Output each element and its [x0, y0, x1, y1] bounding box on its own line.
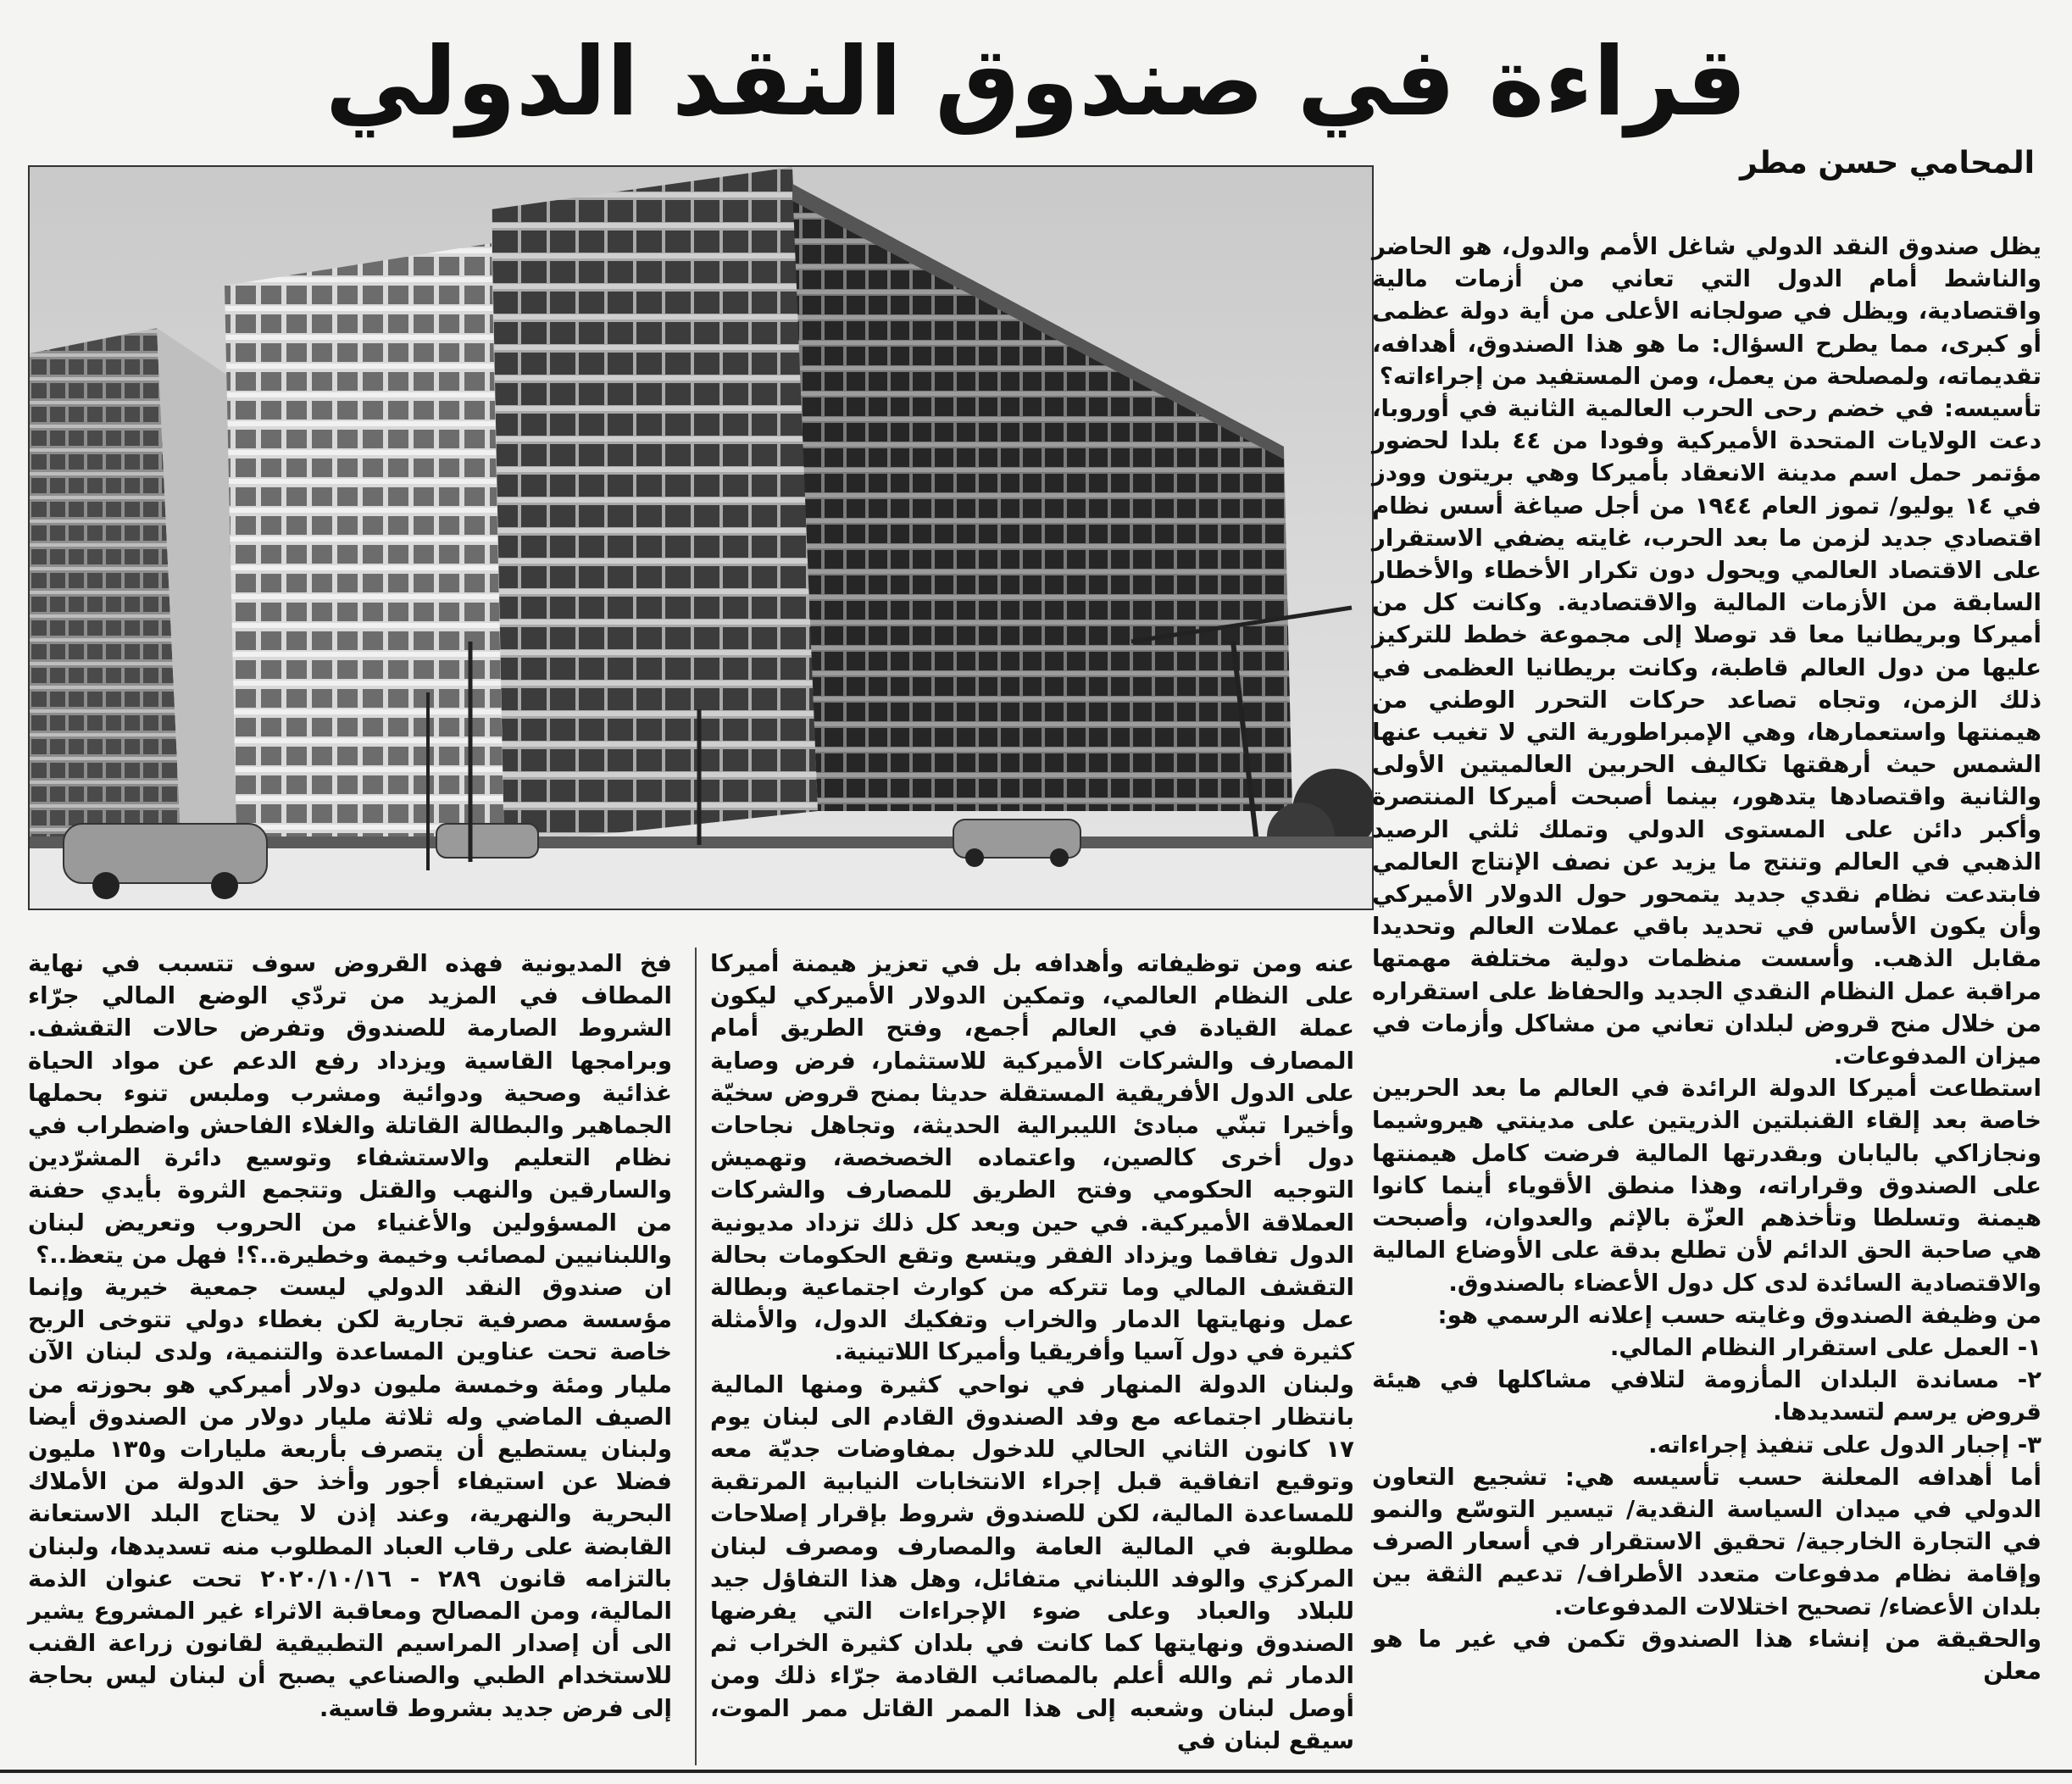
- paragraph: استطاعت أميركا الدولة الرائدة في العالم ما بعد الحربين خاصة بعد إلقاء القنبلتين الذريتين على مدينتي هيروشيما ونجازاكي باليابان وبقدرتها المالية فرضت كامل هيمنتها على الصندوق وقراراته، وهذا منطق الأقوياء أينما كانوا هيمنة وتسلطا وتأخذهم العزّة بالإثم والعدوان، وأصبحت هي صاحبة الحق الدائم لأن تطلع بدقة على الأوضاع المالية والاقتصادية السائدة لدى كل دول الأعضاء بالصندوق.: [1372, 1074, 2041, 1297]
- paragraph: والحقيقة من إنشاء هذا الصندوق تكمن في غير ما هو معلن: [1372, 1624, 2041, 1685]
- paragraph: يظل صندوق النقد الدولي شاغل الأمم والدول، هو الحاضر والناشط أمام الدول التي تعاني من أزمات مالية واقتصادية، ويظل في صولجانه الأعلى من أية دولة عظمى أو كبرى، مما يطرح السؤال: ما هو هذا الصندوق، أهدافه، تقديماته، ولمصلحة من يعمل، ومن المستفيد من إجراءاته؟: [1372, 232, 2041, 390]
- headline: قراءة في صندوق النقد الدولي: [325, 27, 1747, 137]
- list-item: ١- العمل على استقرار النظام المالي.: [1609, 1332, 2041, 1361]
- list-item: ٣- إجبار الدول على تنفيذ إجراءاته.: [1648, 1430, 2041, 1459]
- article-column-right: [1372, 231, 2041, 1687]
- paragraph: تأسيسه: في خضم رحى الحرب العالمية الثانية في أوروبا، دعت الولايات المتحدة الأميركية وفودا من ٤٤ بلدا لحضور مؤتمر حمل اسم مدينة الانعقاد بأميركا وهي بريتون وودز في ١٤ يوليو/ تموز العام ١٩٤٤ من أجل صياغة أسس نظام اقتصادي جديد لزمن ما بعد الحرب، غايته يضفي الاستقرار على الاقتصاد العالمي ويحول دون تكرار الأخطاء والأخطار السابقة من الأزمات المالية والاقتصادية. وكانت كل من أميركا وبريطانيا معا قد توصلا إلى مجموعة خطط للتركيز عليها من دول العالم قاطبة، وكانت بريطانيا العظمى في ذلك الزمن، وتجاه تصاعد حركات التحرر الوطني من هيمنتها واستعمارها، وهي الإمبراطورية التي لا تغيب عنها الشمس حيث أرهقتها تكاليف الحربين العالميتين الأولى والثانية واقتصادها يتدهور، بينما أصبحت أميركا المنتصرة وأكبر دائن على المستوى الدولي وتملك ثلثي الرصيد الذهبي في العالم وتنتج ما يزيد عن نصف الإنتاج العالمي فابتدعت نظام نقدي جديد يتمحور حول الدولار الأميركي وأن يكون الأساس في تحديد باقي عملات العالم وتحديدا مقابل الذهب. وأسست منظمات دولية مختلفة مهمتها مراقبة عمل النظام النقدي الجديد والحفاظ على استقراره من خلال منح قروض لبلدان تعاني من مشاكل وأزمات في ميزان المدفوعات.: [1372, 394, 2042, 1070]
- paragraph: عنه ومن توظيفاته وأهدافه بل في تعزيز هيمنة أميركا على النظام العالمي، وتمكين الدولار الأميركي ليكون عملة القيادة في العالم أجمع، وفتح الطريق أمام المصارف والشركات الأميركية للاستثمار، فرض وصاية على الدول الأفريقية المستقلة حديثا بمنح قروض سخيّة وأخيرا تبنّي مبادئ الليبرالية الحديثة، وتجاهل نجاحات دول أخرى كالصين، واعتماده الخصخصة، وتهميش التوجيه الحكومي وفتح الطريق للمصارف والشركات العملاقة الأميركية. في حين وبعد كل ذلك تزداد مديونية الدول تفاقما ويزداد الفقر ويتسع وتقع الحكومات بحالة التقشف المالي وما تتركه من كوارث اجتماعية وبطالة عمل ونهايتها الدمار والخراب وتفكيك الدول، والأمثلة كثيرة في دول آسيا وأفريقيا وأميركا اللاتينية.: [710, 949, 1354, 1366]
- bottom-rule: [0, 1770, 2072, 1773]
- article-column-left: [28, 948, 672, 1725]
- article-column-middle: [710, 948, 1354, 1757]
- paragraph: أما أهدافه المعلنة حسب تأسيسه هي: تشجيع التعاون الدولي في ميدان السياسة النقدية/ تيسير التوسّع والنمو في التجارة الخارجية/ تحقيق الاستقرار في أسعار الصرف وإقامة نظام مدفوعات متعدد الأطراف/ تدعيم الثقة بين بلدان الأعضاء/ تصحيح اختلالات المدفوعات.: [1372, 1462, 2041, 1620]
- paragraph: ان صندوق النقد الدولي ليست جمعية خيرية وإنما مؤسسة مصرفية تجارية لكن بغطاء دولي تتوخى الربح خاصة تحت عناوين المساعدة والتنمية، ولدى لبنان الآن مليار ومئة وخمسة مليون دولار أميركي هو بحوزته من الصيف الماضي وله ثلاثة مليار دولار من الصندوق أيضا ولبنان يستطيع أن يتصرف بأربعة مليارات و١٣٥ مليون فضلا عن استيفاء أجور وأخذ حق الدولة من الأملاك البحرية والنهرية، وعند إذن لا يحتاج البلد الاستعانة القابضة على رقاب العباد المطلوب منه تسديدها، ولبنان بالتزامه قانون ٢٨٩ - ٢٠٢٠/١٠/١٦ تحت عنوان الذمة المالية، ومن المصالح ومعاقبة الاثراء غير المشروع يشير الى أن إصدار المراسيم التطبيقية لقانون زراعة القنب للاستخدام الطبي والصناعي يصبح أن لبنان ليس بحاجة إلى فرض جديد بشروط قاسية.: [28, 1273, 672, 1722]
- paragraph: ولبنان الدولة المنهار في نواحي كثيرة ومنها المالية بانتظار اجتماعه مع وفد الصندوق القادم الى لبنان يوم ١٧ كانون الثاني الحالي للدخول بمفاوضات جديّة معه وتوقيع اتفاقية قبل إجراء الانتخابات النيابية المرتقبة للمساعدة المالية، لكن للصندوق شروط بإقرار إصلاحات مطلوبة في المالية العامة والمصارف ومصرف لبنان المركزي والوفد اللبناني متفائل، وهل هذا التفاؤل جيد للبلاد والعباد وعلى ضوء الإجراءات التي يفرضها الصندوق ونهايتها كما كانت في بلدان كثيرة الخراب ثم الدمار ثم والله أعلم بالمصائب القادمة جرّاء ذلك ومن أوصل لبنان وشعبه إلى هذا الممر القاتل ممر الموت، سيقع لبنان في: [710, 1370, 1354, 1754]
- column-divider: [695, 948, 697, 1765]
- building-photo: [28, 165, 1374, 910]
- paragraph: من وظيفة الصندوق وغايته حسب إعلانه الرسمي هو:: [1437, 1300, 2041, 1329]
- author-byline: المحامي حسن مطر: [1740, 146, 2035, 181]
- paragraph: فخ المديونية فهذه القروض سوف تتسبب في نهاية المطاف في المزيد من تردّي الوضع المالي جرّاء الشروط الصارمة للصندوق وتفرض حالات التقشف. وبرامجها القاسية ويزداد رفع الدعم عن مواد الحياة غذائية وصحية ودوائية ومشرب وملبس تنوء بحملها الجماهير والبطالة القاتلة والغلاء الفاحش واضطراب في نظام التعليم والاستشفاء وتوسيع دائرة المشرّدين والسارقين والنهب والقتل وتتجمع الثروة بأيدي حفنة من المسؤولين والأغنياء من الحروب وتعريض لبنان واللبنانيين لمصائب وخيمة وخطيرة..؟! فهل من يتعظ..؟: [28, 949, 672, 1269]
- list-item: ٢- مساندة البلدان المأزومة لتلافي مشاكلها في هيئة قروض يرسم لتسديدها.: [1372, 1365, 2041, 1426]
